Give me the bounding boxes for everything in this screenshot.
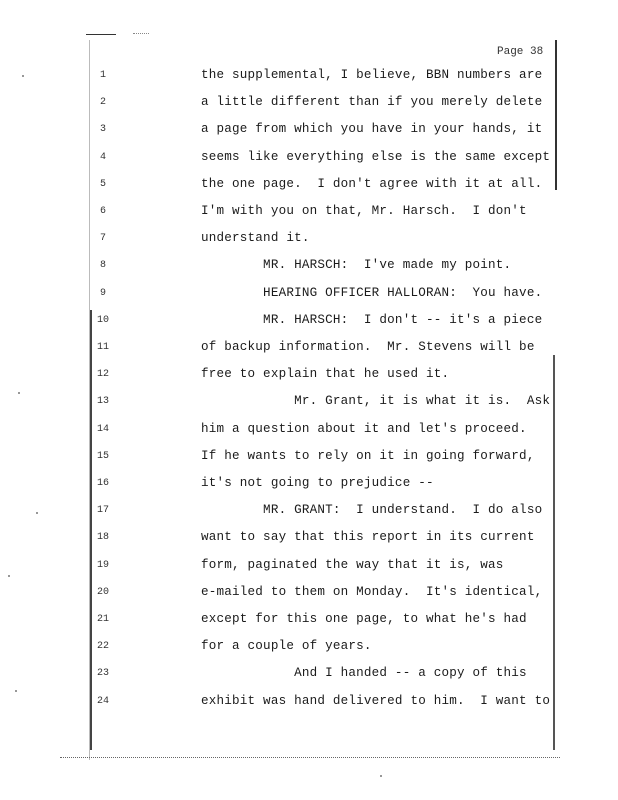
line-text: the supplemental, I believe, BBN numbers are: [201, 68, 543, 82]
right-margin-rule-lower: [553, 355, 555, 750]
line-text: And I handed -- a copy of this: [201, 666, 527, 681]
line-number: 6: [99, 206, 106, 217]
line-number: 3: [99, 124, 106, 136]
line-text: except for this one page, to what he's had: [201, 612, 527, 626]
line-number: 7: [99, 233, 106, 245]
line-text: it's not going to prejudice --: [201, 476, 434, 490]
line-number: 16: [96, 478, 109, 489]
line-text: MR. GRANT: I understand. I do also: [201, 503, 543, 518]
line-number: 1: [99, 70, 106, 81]
line-number: 18: [96, 532, 109, 544]
scan-artifact: [133, 33, 149, 36]
scan-speck: [18, 392, 20, 394]
line-text: seems like everything else is the same except: [201, 149, 551, 164]
line-text: Mr. Grant, it is what it is. Ask: [201, 394, 551, 409]
line-number: 2: [99, 97, 106, 109]
line-text: of backup information. Mr. Stevens will be: [201, 340, 535, 354]
line-number: 24: [96, 695, 109, 707]
line-number: 4: [99, 151, 106, 163]
line-number: 21: [96, 614, 109, 625]
scan-speck: [380, 775, 382, 777]
scan-speck: [15, 690, 17, 692]
line-number: 10: [96, 314, 109, 326]
line-text: MR. HARSCH: I don't -- it's a piece: [201, 312, 543, 327]
line-text: for a couple of years.: [201, 639, 372, 654]
right-margin-rule: [555, 40, 557, 190]
line-text: I'm with you on that, Mr. Harsch. I don't: [201, 204, 527, 218]
line-number: 14: [96, 423, 109, 435]
line-number: 19: [96, 559, 109, 571]
scan-speck: [8, 575, 10, 577]
line-text: free to explain that he used it.: [201, 367, 450, 382]
line-text: the one page. I don't agree with it at all.: [201, 176, 543, 191]
line-text: form, paginated the way that it is, was: [201, 557, 504, 572]
line-number: 9: [99, 287, 106, 299]
line-text: understand it.: [201, 231, 310, 246]
line-number: 13: [96, 396, 109, 408]
line-text: a little different than if you merely delete: [201, 95, 543, 110]
line-number: 22: [96, 641, 109, 653]
line-number: 23: [96, 668, 109, 680]
line-number: 5: [99, 178, 106, 190]
line-text: HEARING OFFICER HALLORAN: You have.: [201, 285, 543, 300]
line-number: 8: [99, 260, 106, 272]
page-number: Page 38: [497, 46, 544, 58]
line-text: If he wants to rely on it in going forward,: [201, 448, 535, 463]
line-number: 15: [96, 450, 109, 462]
bottom-rule: [60, 757, 560, 759]
line-text: him a question about it and let's proceed.: [201, 421, 527, 436]
line-text: MR. HARSCH: I've made my point.: [201, 258, 512, 273]
line-text: exhibit was hand delivered to him. I want to: [201, 693, 551, 708]
line-text: a page from which you have in your hands, it: [201, 122, 543, 137]
scan-speck: [36, 512, 38, 514]
line-number: 12: [96, 369, 109, 381]
line-text: want to say that this report in its current: [201, 530, 535, 545]
top-rule: [86, 34, 116, 35]
line-number: 20: [96, 586, 109, 598]
line-text: e-mailed to them on Monday. It's identical,: [201, 584, 543, 599]
line-number: 11: [96, 342, 109, 353]
scan-speck: [22, 75, 24, 77]
line-number: 17: [96, 505, 109, 517]
